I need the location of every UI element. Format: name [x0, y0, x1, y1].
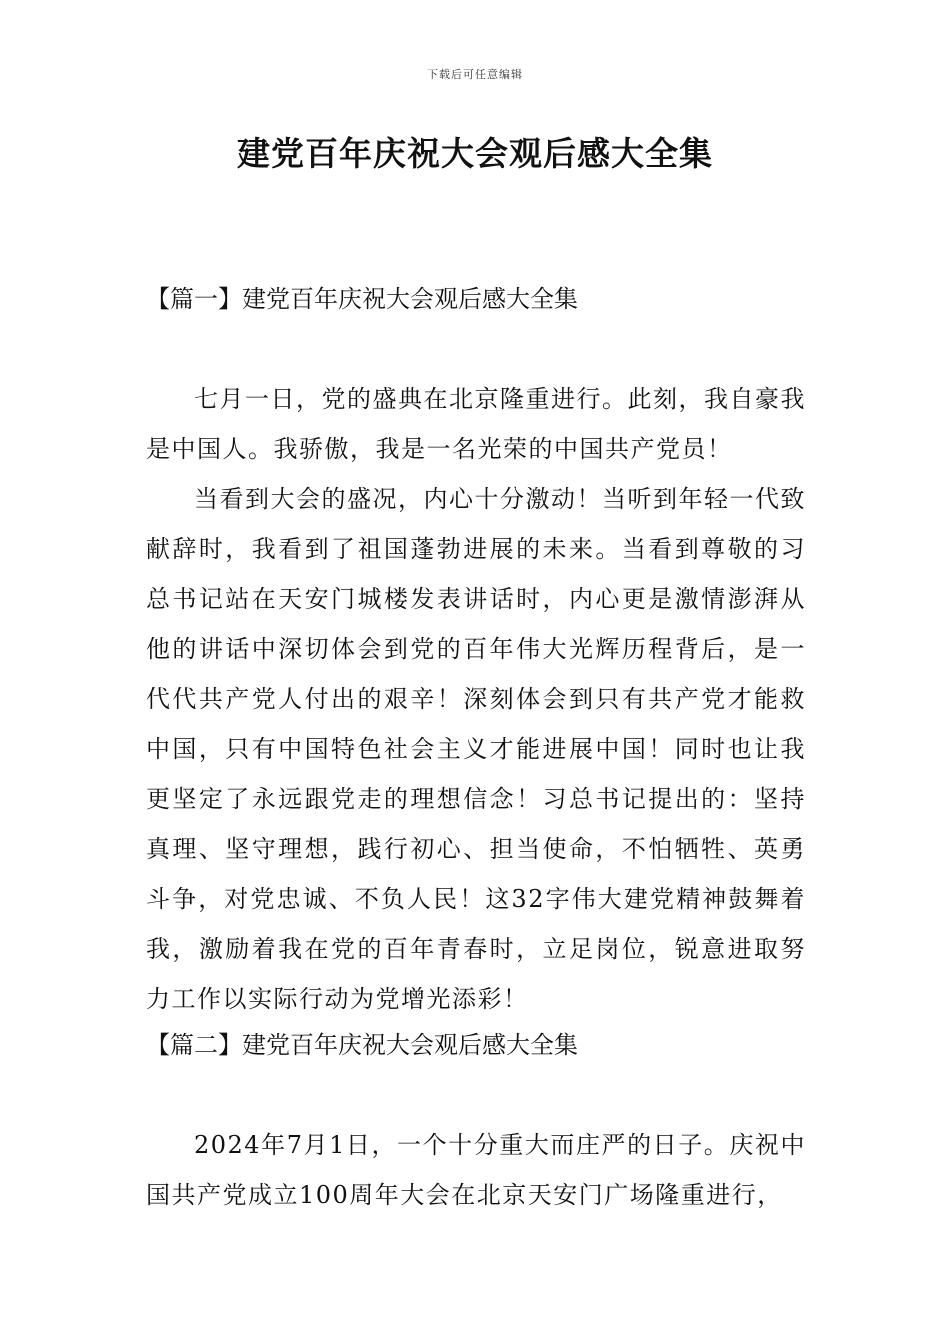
section-2-paragraph-1: 2024年7月1日，一个十分重大而庄严的日子。庆祝中国共产党成立100周年大会在北京天安门广场隆重进行，: [146, 1131, 806, 1209]
section-1-paragraph-2: 当看到大会的盛况，内心十分激动！当听到年轻一代致献辞时，我看到了祖国蓬勃进展的未来。当看到尊敬的习总书记站在天安门城楼发表讲话时，内心更是激情澎湃从他的讲话中深切体会到党的百年伟大光辉历程背后，是一代代共产党人付出的艰辛！深刻体会到只有共产党才能救中国，只有中国特色社会主义才能进展中国！同时也让我更坚定了永远跟党走的理想信念！习总书记提出的：坚持真理、坚守理想，践行初心、担当使命，不怕牺牲、英勇斗争，对党忠诚、不负人民！这32字伟大建党精神鼓舞着我，激励着我在党的百年青春时，立足岗位，锐意进取努力工作以实际行动为党增光添彩！: [146, 485, 806, 1013]
document-title: 建党百年庆祝大会观后感大全集: [237, 134, 713, 173]
header-note: 下载后可任意编辑: [427, 68, 523, 81]
section-2: [146, 1020, 806, 1070]
section-1-paragraph-1: 七月一日，党的盛典在北京隆重进行。此刻，我自豪我是中国人。我骄傲，我是一名光荣的中国共产党员！: [146, 385, 806, 463]
section-1: [146, 274, 806, 324]
section-1-heading: 【篇一】建党百年庆祝大会观后感大全集: [146, 285, 578, 313]
section-2-body: [146, 1120, 806, 1220]
section-2-heading: 【篇二】建党百年庆祝大会观后感大全集: [146, 1031, 578, 1059]
section-1-body: [146, 374, 806, 1024]
